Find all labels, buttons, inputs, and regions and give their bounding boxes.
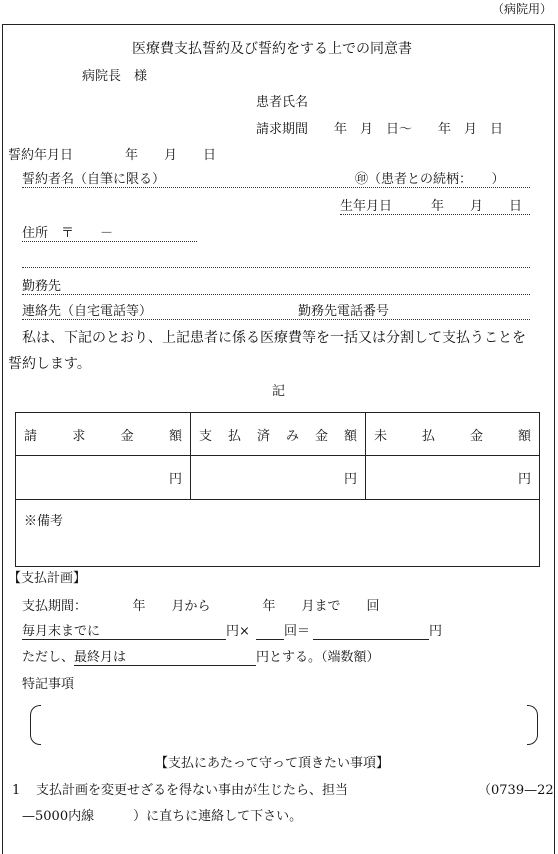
notes-bracket-right (527, 705, 538, 745)
monthly-yen: 円× (226, 624, 250, 639)
paid-amount-cell[interactable]: 円 (191, 456, 366, 500)
remarks-label: ※備考 (24, 514, 64, 529)
plan-heading: 【支払計画】 (8, 571, 87, 586)
notes-bracket-left (30, 705, 41, 745)
addressee: 病院長 様 (82, 69, 148, 84)
patient-name-label: 患者氏名 (256, 95, 309, 110)
rule-1-line-2: —5000内線 ）に直ちに連絡して下さい。 (22, 809, 303, 824)
workplace-label: 勤務先 (22, 279, 62, 294)
rules-heading: 【支払にあたって守って頂きたい事項】 (155, 756, 390, 771)
notes-label: 特記事項 (22, 677, 75, 692)
rule-1-number: 1 (12, 783, 21, 798)
header-paid: 支払済み金額 (191, 413, 366, 456)
monthly-amount-field[interactable] (112, 624, 226, 640)
work-phone-label: 勤務先電話番号 (298, 304, 390, 319)
billed-amount-cell[interactable]: 円 (16, 456, 191, 500)
address-line-2[interactable] (22, 252, 530, 268)
total-amount-field[interactable] (313, 624, 429, 640)
notes-field[interactable] (44, 706, 524, 742)
contact-label: 連絡先（自宅電話等） (22, 304, 153, 319)
pledgor-label: 誓約者名（自筆に限る） (22, 172, 166, 187)
billing-period: 請求期間 年 月 日～ 年 月 日 (256, 122, 504, 137)
pledge-date: 誓約年月日 年 月 日 (8, 148, 217, 163)
final-prefix: ただし、 (22, 650, 75, 665)
final-label: 最終月は (74, 650, 127, 665)
payment-period: 支払期間： 年 月から 年 月まで 回 (22, 599, 380, 614)
address-label: 住所 〒 － (22, 226, 114, 241)
monthly-prefix: 毎月末までに (22, 624, 101, 639)
birthdate: 生年月日 年 月 日 (340, 199, 523, 214)
rule-1-text: 支払計画を変更せざるを得ない事由が生じたら、担当 (36, 783, 349, 798)
final-suffix: 円とする。（端数額） (256, 650, 380, 665)
page-title: 医療費支払誓約及び誓約をする上での同意書 (132, 41, 412, 57)
statement-line-1: 私は、下記のとおり、上記患者に係る医療費等を一括又は分割して支払うことを (22, 330, 526, 346)
unpaid-amount-cell[interactable]: 円 (366, 456, 540, 500)
header-unpaid: 未 払 金 額 (366, 413, 540, 456)
amount-table (15, 412, 540, 567)
ki-label: 記 (272, 384, 286, 399)
statement-line-2: 誓約します。 (8, 356, 91, 372)
corner-label: （病院用） (491, 2, 552, 16)
seal-relation: ㊞（患者との続柄： ） (355, 172, 505, 187)
installment-count-field[interactable] (256, 624, 284, 640)
monthly-end: 円 (429, 624, 443, 639)
header-billed: 請 求 金 額 (16, 413, 191, 456)
workplace-line[interactable] (22, 279, 530, 295)
final-amount-field[interactable] (126, 650, 256, 666)
rule-1-phone: （0739—22 (478, 783, 554, 798)
monthly-times: 回＝ (284, 624, 311, 639)
remarks-cell[interactable] (16, 500, 540, 567)
